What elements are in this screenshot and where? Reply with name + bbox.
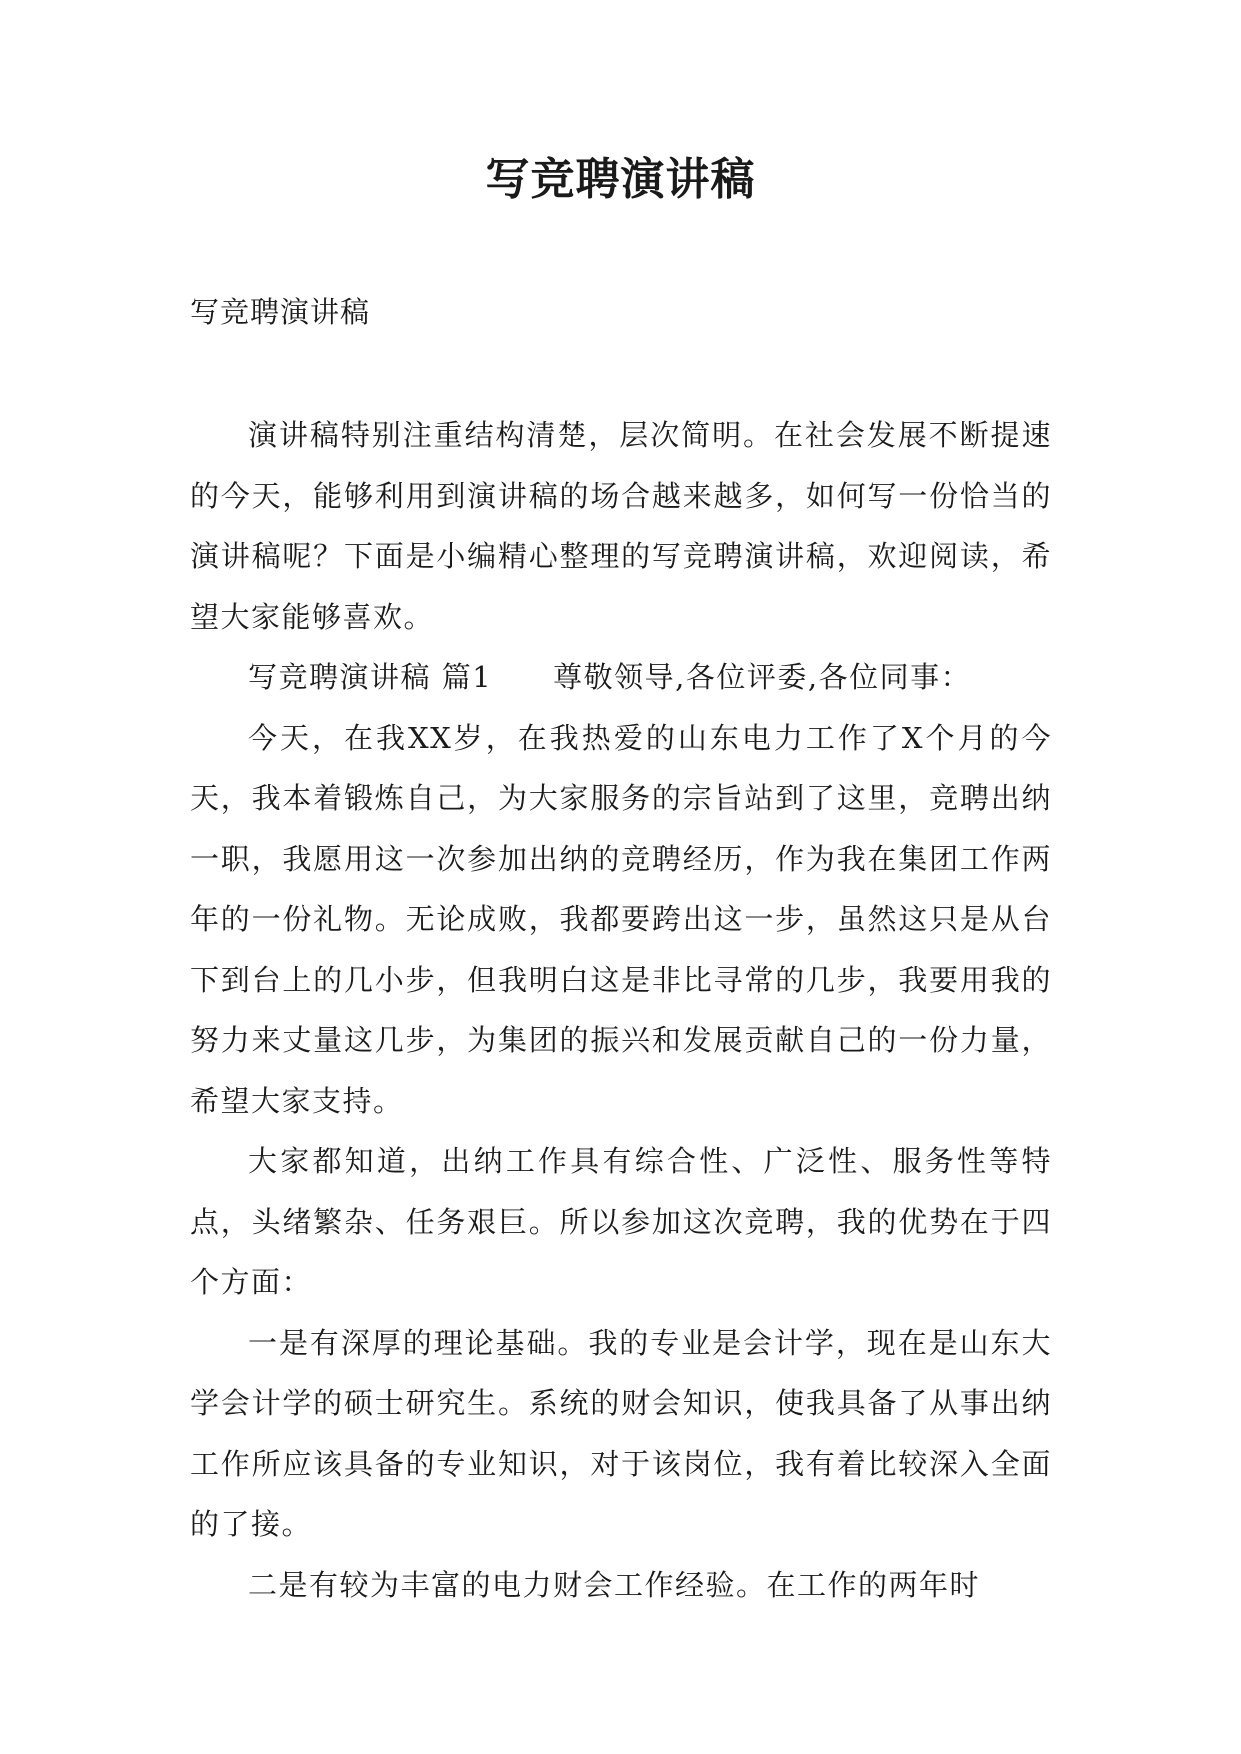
paragraph-advantages: 大家都知道，出纳工作具有综合性、广泛性、服务性等特点，头绪繁杂、任务艰巨。所以参加这次竞聘，我的优势在于四个方面：	[190, 1144, 1052, 1299]
document-title: 写竞聘演讲稿	[485, 154, 756, 205]
document-body	[190, 405, 1052, 1615]
paragraph-opening: 今天，在我XX岁，在我热爱的山东电力工作了X个月的今天，我本着锻炼自己，为大家服务的宗旨站到了这里，竞聘出纳一职，我愿用这一次参加出纳的竞聘经历，作为我在集团工作两年的一份礼物。无论成败，我都要跨出这一步，虽然这只是从台下到台上的几小步，但我明白这是非比寻常的几步，我要用我的努力来丈量这几步，为集团的振兴和发展贡献自己的一份力量，希望大家支持。	[190, 720, 1052, 1118]
document-subtitle: 写竞聘演讲稿	[190, 295, 371, 329]
paragraph-intro: 演讲稿特别注重结构清楚，层次简明。在社会发展不断提速的今天，能够利用到演讲稿的场合越来越多，如何写一份恰当的演讲稿呢？下面是小编精心整理的写竞聘演讲稿，欢迎阅读，希望大家能够喜欢。	[190, 418, 1052, 634]
paragraph-point-two: 二是有较为丰富的电力财会工作经验。在工作的两年时	[248, 1567, 981, 1602]
paragraph-heading-greeting: 写竞聘演讲稿 篇1 尊敬领导,各位评委,各位同事：	[248, 660, 972, 694]
paragraph-point-one: 一是有深厚的理论基础。我的专业是会计学，现在是山东大学会计学的硕士研究生。系统的财会知识，使我具备了从事出纳工作所应该具备的专业知识，对于该岗位，我有着比较深入全面的了接。	[190, 1325, 1052, 1541]
